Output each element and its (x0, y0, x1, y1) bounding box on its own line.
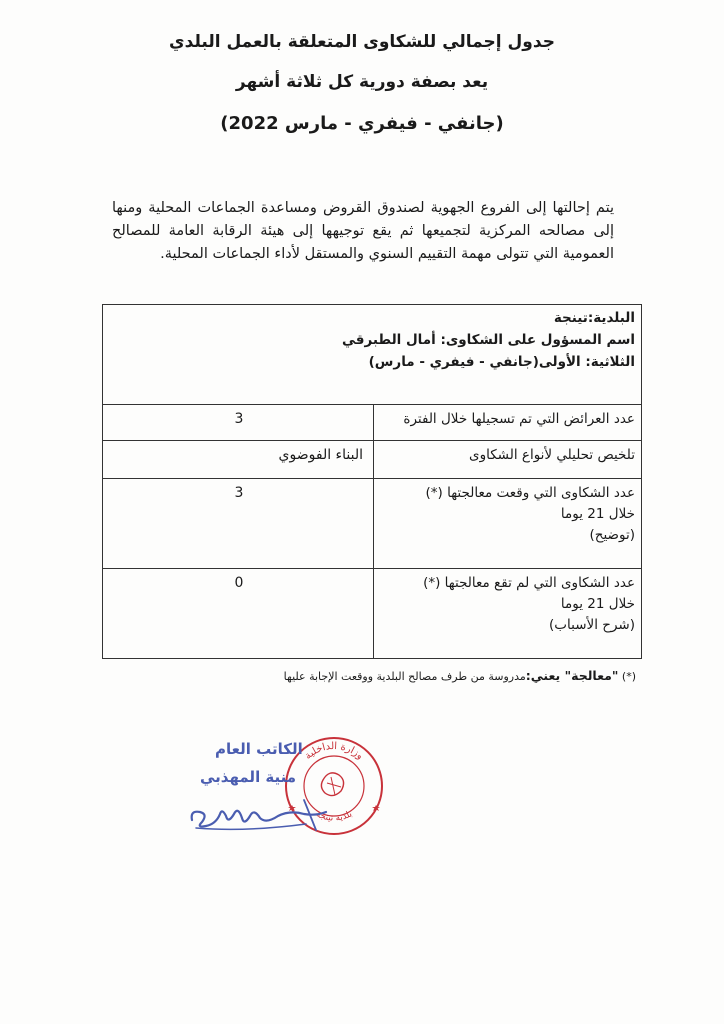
row-label-line: خلال 21 يوما (560, 596, 635, 612)
row-value: 0 (234, 575, 244, 591)
row-label-line: عدد الشكاوى التي وقعت معالجتها (*) (425, 485, 635, 501)
row-label-line: عدد الشكاوى التي لم تقع معالجتها (*) (423, 575, 635, 591)
footnote-term: "معالجة" يعني: (525, 668, 619, 683)
quarter-label: الثلاثية: الأولى(جانفي - فيفري - مارس) (368, 354, 635, 370)
table-header-info (103, 305, 641, 405)
signatory-name: منية المهذبي (200, 768, 297, 786)
row-label (373, 569, 641, 658)
title-line-1: جدول إجمالي للشكاوى المتعلقة بالعمل البلدي (169, 32, 555, 52)
row-label (373, 479, 641, 568)
table-row (103, 479, 641, 569)
municipality-label: البلدية:تينجة (553, 310, 635, 326)
intro-paragraph: يتم إحالتها إلى الفروع الجهوية لصندوق القروض ومساعدة الجماعات المحلية ومنها إلى مصالحه المركزية لتجميعها ثم يقع توجيهها إلى هيئة الرقابة العامة للمصالح العمومية التي تتولى مهمة التقييم السنوي والمستقل لأداء الجماعات المحلية. (112, 199, 614, 262)
signatory-title: الكاتب العام (215, 740, 303, 758)
title-line-3: (جانفي - فيفري - مارس 2022) (220, 113, 504, 134)
row-value: 3 (234, 411, 244, 427)
footnote (284, 668, 636, 685)
complaints-table (102, 304, 642, 659)
table-row (103, 441, 641, 479)
row-value: 3 (234, 485, 244, 501)
svg-text:وزارة الداخلية: وزارة الداخلية (302, 740, 366, 762)
row-label: تلخيص تحليلي لأنواع الشكاوى (373, 441, 641, 478)
row-label-line: (توضيح) (589, 527, 635, 543)
table-row (103, 569, 641, 658)
title-line-2: يعد بصفة دورية كل ثلاثة أشهر (235, 72, 489, 92)
row-label: عدد العرائض التي تم تسجيلها خلال الفترة (373, 405, 641, 440)
svg-text:بلدية تينجة: بلدية تينجة (313, 809, 355, 824)
row-value: البناء الفوضوي (278, 447, 363, 463)
row-label-line: (شرح الأسباب) (549, 617, 635, 633)
table-row (103, 405, 641, 441)
footnote-text: مدروسة من طرف مصالح البلدية ووقعت الإجابة عليها (283, 670, 526, 683)
handwritten-signature-icon (186, 790, 336, 840)
footnote-marker: (*) (621, 670, 636, 683)
row-label-line: خلال 21 يوما (560, 506, 635, 522)
officer-label: اسم المسؤول على الشكاوى: أمال الطبرقي (342, 332, 635, 348)
